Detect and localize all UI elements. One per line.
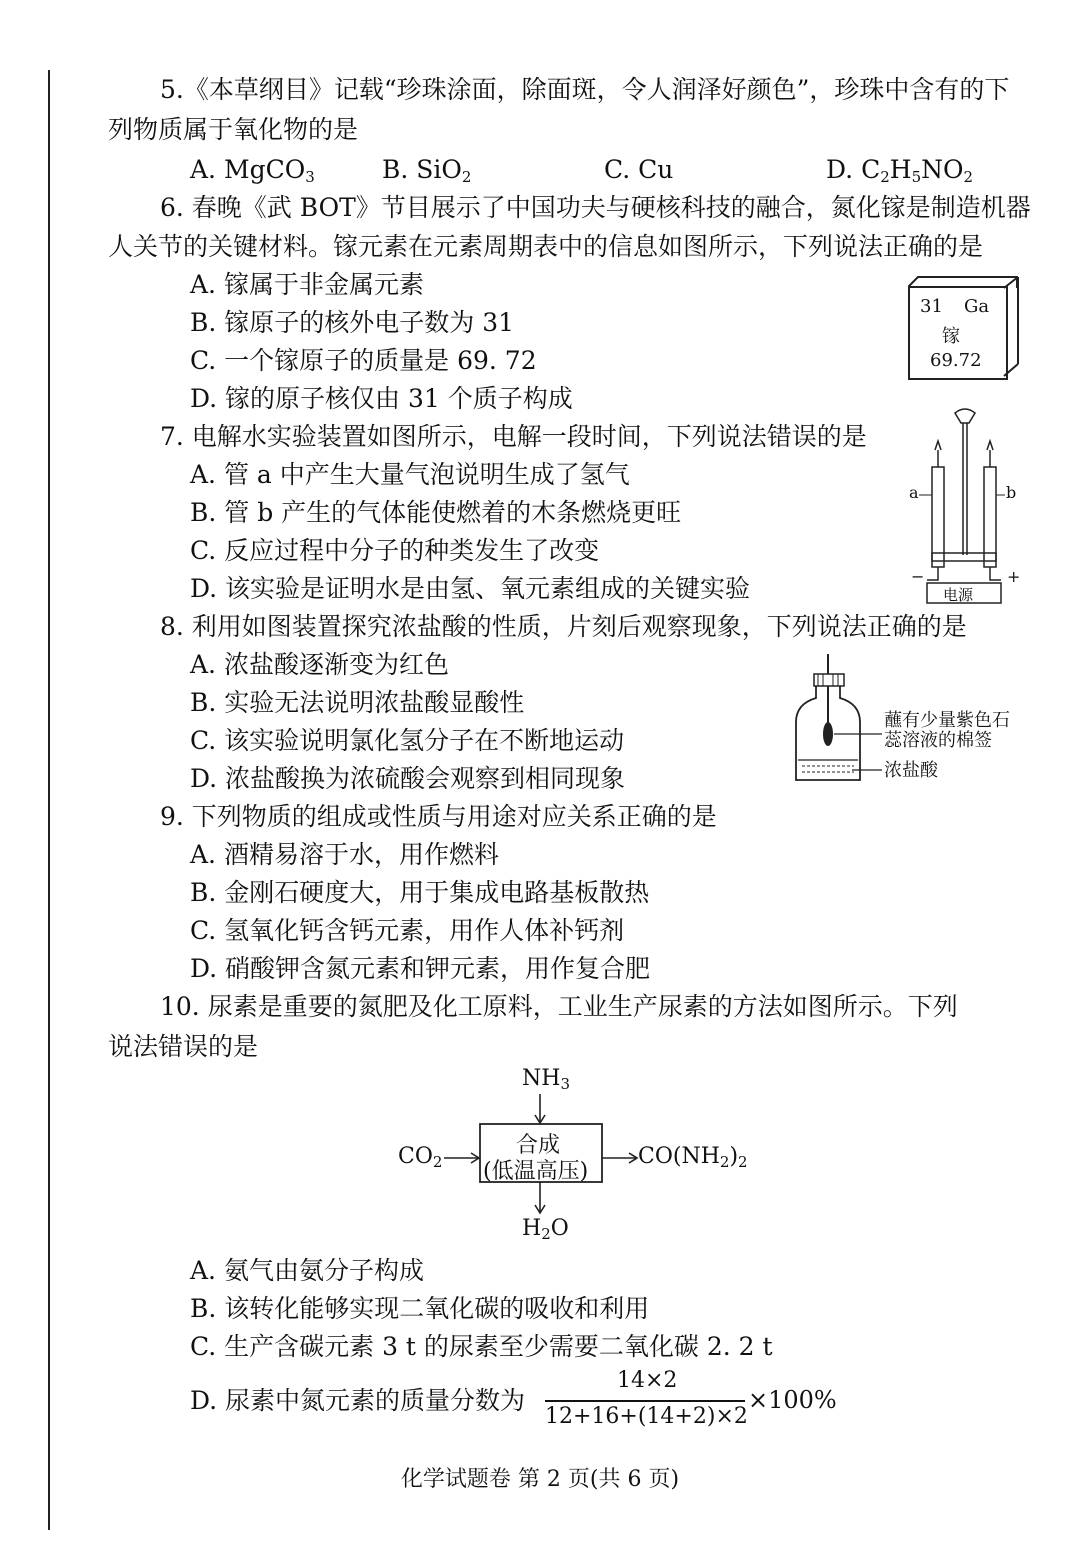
q7-option-b: B. 管 b 产生的气体能使燃着的木条燃烧更旺 <box>190 498 682 527</box>
q6-option-d: D. 镓的原子核仅由 31 个质子构成 <box>190 384 573 413</box>
q5-option-d: D. $C_2H_5NO_2$ <box>826 155 974 186</box>
fraction-bar <box>545 1400 745 1402</box>
q10-stem-line1: 10. 尿素是重要的氮肥及化工原料，工业生产尿素的方法如图所示。下列 <box>160 992 958 1021</box>
fraction-numerator: 14×2 <box>617 1368 678 1393</box>
q7-option-c: C. 反应过程中分子的种类发生了改变 <box>190 536 600 565</box>
atomic-mass: 69.72 <box>930 350 982 371</box>
q5-stem-line1: 5.《本草纲目》记载“珍珠涂面，除面斑，令人润泽好颜色”，珍珠中含有的下 <box>160 75 1010 104</box>
atomic-number: 31 <box>920 296 943 317</box>
margin-rule <box>48 70 50 1530</box>
q8-option-d: D. 浓盐酸换为浓硫酸会观察到相同现象 <box>190 764 626 793</box>
q10-option-b: B. 该转化能够实现二氧化碳的吸收和利用 <box>190 1294 650 1323</box>
q9-option-a: A. 酒精易溶于水，用作燃料 <box>190 840 499 869</box>
electrolysis-apparatus <box>905 405 1025 605</box>
q10-option-d: D. 尿素中氮元素的质量分数为 <box>190 1386 526 1415</box>
q6-option-b: B. 镓原子的核外电子数为 31 <box>190 308 515 337</box>
q9-option-c: C. 氢氧化钙含钙元素，用作人体补钙剂 <box>190 916 625 945</box>
q9-option-b: B. 金刚石硬度大，用于集成电路基板散热 <box>190 878 650 907</box>
urea-label: $CO(NH_2)_2$ <box>638 1144 748 1171</box>
nh3-label: $NH_3$ <box>522 1066 570 1093</box>
urea-synthesis-flowchart <box>380 1060 780 1250</box>
swab-label-line1: 蘸有少量紫色石 <box>884 710 1010 731</box>
tube-b-label: b <box>1006 483 1017 502</box>
minus-terminal: − <box>911 567 925 586</box>
q5-option-a: A. MgCO$_3$ <box>190 155 315 186</box>
q8-option-c: C. 该实验说明氯化氢分子在不断地运动 <box>190 726 625 755</box>
q5-option-c: C. Cu <box>604 155 674 184</box>
q8-option-b: B. 实验无法说明浓盐酸显酸性 <box>190 688 525 717</box>
q8-stem: 8. 利用如图装置探究浓盐酸的性质，片刻后观察现象，下列说法正确的是 <box>160 612 967 641</box>
q9-option-d: D. 硝酸钾含氮元素和钾元素，用作复合肥 <box>190 954 651 983</box>
q9-stem: 9. 下列物质的组成或性质与用途对应关系正确的是 <box>160 802 717 831</box>
q8-option-a: A. 浓盐酸逐渐变为红色 <box>190 650 449 679</box>
co2-label: $CO_2$ <box>398 1144 443 1171</box>
tube-a-label: a <box>909 483 919 502</box>
q6-stem-line1: 6. 春晚《武 BOT》节目展示了中国功夫与硬核科技的融合，氮化镓是制造机器 <box>160 193 1031 222</box>
fraction-denominator: 12+16+(14+2)×2 <box>545 1404 748 1429</box>
q5-stem-line2: 列物质属于氧化物的是 <box>108 115 359 144</box>
q7-stem: 7. 电解水实验装置如图所示，电解一段时间，下列说法错误的是 <box>160 422 867 451</box>
q10-option-c: C. 生产含碳元素 3 t 的尿素至少需要二氧化碳 2. 2 t <box>190 1332 773 1361</box>
q10-stem-line2: 说法错误的是 <box>108 1032 259 1061</box>
q7-option-d: D. 该实验是证明水是由氢、氧元素组成的关键实验 <box>190 574 751 603</box>
swab-label-line2: 蕊溶液的棉签 <box>884 730 992 751</box>
element-box <box>908 286 1008 380</box>
q6-option-c: C. 一个镓原子的质量是 69. 72 <box>190 346 537 375</box>
reactor-label: 合成 <box>516 1133 561 1158</box>
hydrochloric-acid-apparatus <box>790 650 1030 790</box>
element-symbol: Ga <box>964 296 990 317</box>
q6-option-a: A. 镓属于非金属元素 <box>190 270 424 299</box>
reactor-conditions: (低温高压) <box>483 1159 589 1184</box>
h2o-label: $H_2O$ <box>522 1216 569 1243</box>
q10-option-a: A. 氨气由氨分子构成 <box>190 1256 424 1285</box>
percent-suffix: ×100% <box>748 1386 837 1414</box>
acid-label: 浓盐酸 <box>884 760 938 781</box>
power-supply-label: 电源 <box>943 586 974 604</box>
plus-terminal: + <box>1007 567 1021 586</box>
q6-stem-line2: 人关节的关键材料。镓元素在元素周期表中的信息如图所示，下列说法正确的是 <box>108 232 984 261</box>
q5-option-b: B. SiO$_2$ <box>382 155 472 186</box>
page-footer: 化学试题卷 第 2 页(共 6 页) <box>400 1467 680 1492</box>
gallium-element-card <box>908 276 1018 376</box>
element-name: 镓 <box>942 326 960 347</box>
nitrogen-mass-fraction <box>545 1368 755 1432</box>
q7-option-a: A. 管 a 中产生大量气泡说明生成了氢气 <box>190 460 630 489</box>
